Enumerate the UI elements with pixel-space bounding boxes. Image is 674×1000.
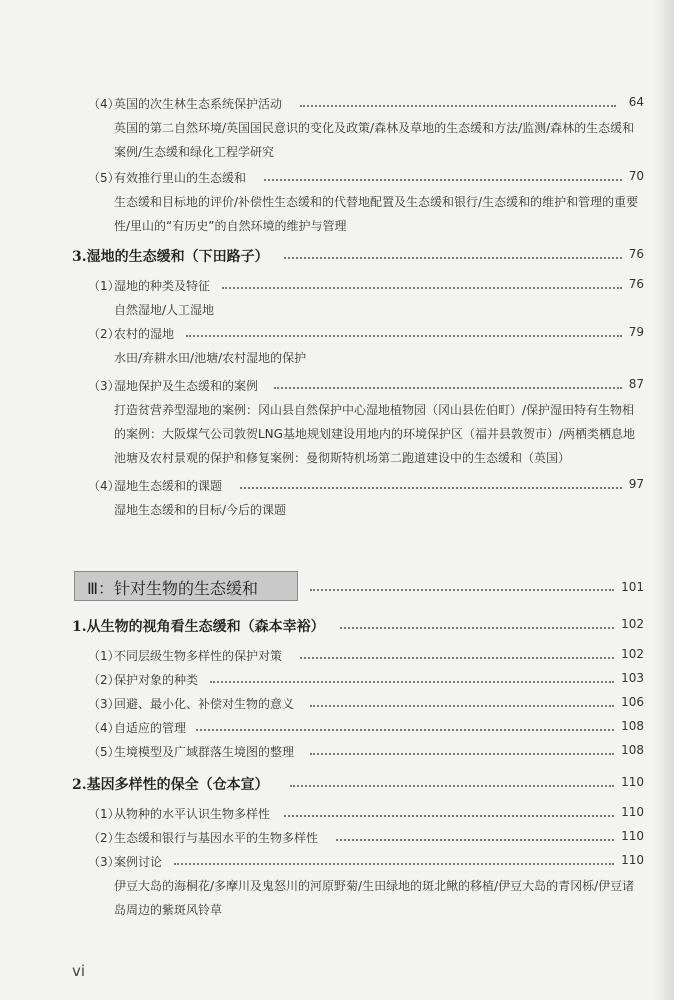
- page-number: 102: [621, 617, 644, 631]
- page-number: 87: [628, 377, 644, 391]
- page-edge-shadow: [654, 0, 674, 1000]
- entry-number: （3）: [88, 379, 120, 393]
- entry-detail: 打造贫营养型湿地的案例：冈山县自然保护中心湿地植物园（冈山县佐伯町）/保护湿田特有生物相的案例：大阪煤气公司敦贺LNG基地规划建设用地内的环境保护区（福井县敦贺市）/两栖类栖息地池塘及农村景观的保护和修复案例：曼彻斯特机场第二跑道建设中的生态缓和（英国）: [114, 403, 636, 465]
- entry-title: 案例讨论: [114, 855, 163, 869]
- dot-leader: [310, 589, 614, 591]
- dot-leader: [300, 105, 616, 107]
- toc-entry[interactable]: [0, 668, 674, 690]
- entry-title: 农村的湿地: [114, 327, 175, 341]
- dot-leader: [210, 681, 614, 683]
- entry-title: 保护对象的种类: [114, 673, 199, 687]
- toc-entry[interactable]: [0, 644, 674, 666]
- page-number: 110: [621, 775, 644, 789]
- page-number: 102: [621, 647, 644, 661]
- toc-entry[interactable]: [0, 802, 674, 824]
- part-heading[interactable]: [74, 571, 298, 601]
- entry-title: 湿地生态缓和的课题: [114, 479, 223, 493]
- page-number: 106: [621, 695, 644, 709]
- entry-detail: 湿地生态缓和的目标/今后的课题: [114, 503, 287, 517]
- entry-number: （5）: [88, 171, 120, 185]
- entry-title: 有效推行里山的生态缓和: [114, 171, 247, 185]
- page-number: 110: [621, 805, 644, 819]
- toc-entry[interactable]: [0, 740, 674, 762]
- dot-leader: [336, 839, 614, 841]
- page-folio: vi: [72, 962, 86, 980]
- entry-number: （1）: [88, 649, 120, 663]
- page-number: 70: [628, 169, 644, 183]
- section-title: 3.湿地的生态缓和（下田路子）: [72, 249, 269, 265]
- dot-leader: [340, 627, 614, 629]
- entry-title: 湿地保护及生态缓和的案例: [114, 379, 259, 393]
- dot-leader: [174, 863, 614, 865]
- entry-title: 不同层级生物多样性的保护对策: [114, 649, 283, 663]
- entry-detail: 生态缓和目标地的评价/补偿性生态缓和的代替地配置及生态缓和银行/生态缓和的维护和管理的重要性/里山的“有历史”的自然环境的维护与管理: [114, 195, 639, 233]
- page-number: 64: [628, 95, 644, 109]
- page-number: 110: [621, 829, 644, 843]
- entry-number: （1）: [88, 807, 120, 821]
- show-through-mark: [68, 60, 72, 73]
- entry-title: 从物种的水平认识生物多样性: [114, 807, 271, 821]
- entry-title: 湿地的种类及特征: [114, 279, 211, 293]
- entry-number: （3）: [88, 855, 120, 869]
- dot-leader: [186, 335, 622, 337]
- dot-leader: [264, 179, 622, 181]
- toc-entry[interactable]: [0, 92, 674, 114]
- entry-title: 生境模型及广域群落生境图的整理: [114, 745, 295, 759]
- page-number: 108: [621, 719, 644, 733]
- toc-entry[interactable]: [0, 692, 674, 714]
- dot-leader: [290, 785, 614, 787]
- dot-leader: [240, 487, 622, 489]
- entry-number: （2）: [88, 673, 120, 687]
- page-number: 76: [628, 277, 644, 291]
- dot-leader: [196, 729, 614, 731]
- entry-detail: 英国的第二自然环境/英国国民意识的变化及政策/森林及草地的生态缓和方法/监测/森林的生态缓和案例/生态缓和绿化工程学研究: [114, 121, 635, 159]
- dot-leader: [310, 705, 614, 707]
- dot-leader: [222, 287, 622, 289]
- toc-entry[interactable]: [0, 716, 674, 738]
- toc-entry[interactable]: [0, 322, 674, 344]
- entry-detail: 伊豆大岛的海桐花/多摩川及鬼怒川的河原野菊/生田绿地的斑北鳅的移植/伊豆大岛的青冈栎/伊豆诸岛周边的紫斑风铃草: [114, 879, 635, 917]
- entry-number: （5）: [88, 745, 120, 759]
- page-number: 103: [621, 671, 644, 685]
- entry-title: 回避、最小化、补偿对生物的意义: [114, 697, 295, 711]
- page-number: 110: [621, 853, 644, 867]
- entry-number: （4）: [88, 721, 120, 735]
- dot-leader: [310, 753, 614, 755]
- toc-entry[interactable]: [0, 374, 674, 396]
- page-number: 76: [628, 247, 644, 261]
- dot-leader: [274, 387, 622, 389]
- page-number: 108: [621, 743, 644, 757]
- page-number: 101: [621, 580, 644, 594]
- entry-title: 生态缓和银行与基因水平的生物多样性: [114, 831, 319, 845]
- toc-section[interactable]: [0, 772, 674, 794]
- entry-detail: 水田/弃耕水田/池塘/农村湿地的保护: [114, 351, 307, 365]
- toc-entry[interactable]: [0, 474, 674, 496]
- toc-entry[interactable]: [0, 850, 674, 872]
- entry-number: （1）: [88, 279, 120, 293]
- entry-number: （2）: [88, 327, 120, 341]
- dot-leader: [300, 657, 614, 659]
- dot-leader: [284, 815, 614, 817]
- entry-number: （4）: [88, 479, 120, 493]
- section-title: 2.基因多样性的保全（仓本宣）: [72, 777, 269, 793]
- toc-entry[interactable]: [0, 826, 674, 848]
- entry-number: （4）: [88, 97, 120, 111]
- entry-title: 英国的次生林生态系统保护活动: [114, 97, 283, 111]
- entry-title: 自适应的管理: [114, 721, 187, 735]
- section-title: 1.从生物的视角看生态缓和（森本幸裕）: [72, 619, 325, 635]
- part-title: Ⅲ：针对生物的生态缓和: [87, 579, 259, 598]
- page-number: 97: [628, 477, 644, 491]
- toc-section[interactable]: [0, 244, 674, 266]
- toc-entry[interactable]: [0, 274, 674, 296]
- toc-entry[interactable]: [0, 166, 674, 188]
- entry-number: （2）: [88, 831, 120, 845]
- dot-leader: [284, 257, 622, 259]
- entry-number: （3）: [88, 697, 120, 711]
- page-number: 79: [628, 325, 644, 339]
- toc-section[interactable]: [0, 614, 674, 636]
- entry-detail: 自然湿地/人工湿地: [114, 303, 215, 317]
